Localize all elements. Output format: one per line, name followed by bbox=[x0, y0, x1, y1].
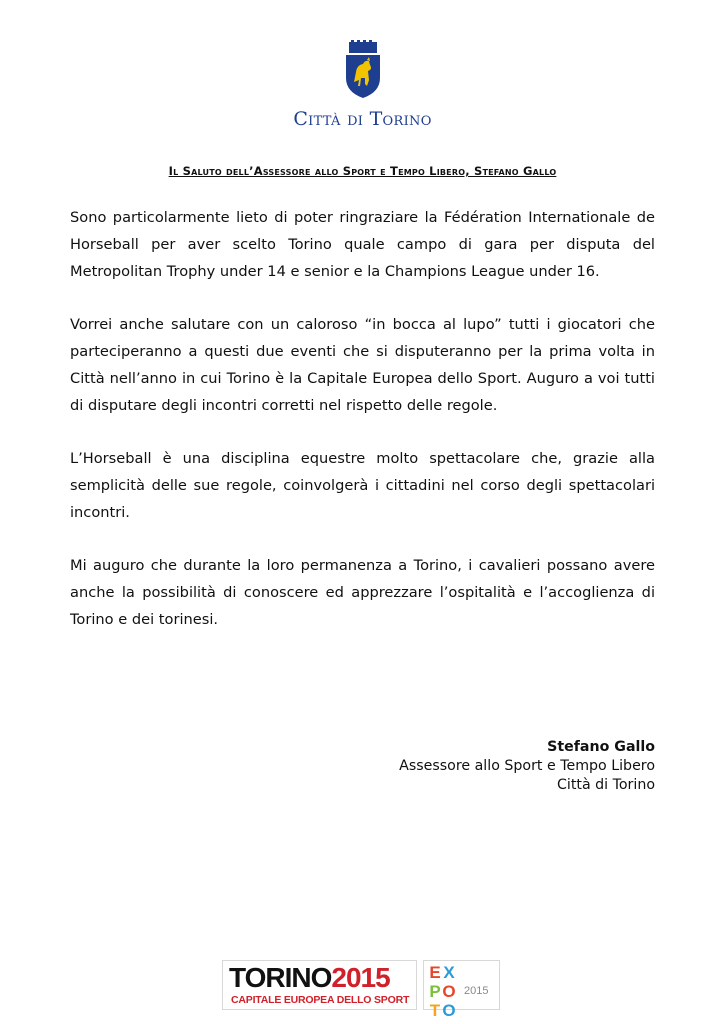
city-name: Città di Torino bbox=[293, 108, 432, 130]
expo-letter: O bbox=[442, 1001, 456, 1020]
paragraph: Vorrei anche salutare con un caloroso “in bocca al lupo” tutti i giocatori che parteciperanno a questi due eventi che si disputeranno per la prima volta in Città nell’anno in cui Torino è la Capitale Europea dello Sport. Auguro a voi tutti di disputare degli incontri corretti nel rispetto delle regole. bbox=[70, 316, 655, 414]
expo-letter: X bbox=[443, 963, 455, 982]
expo-letter: E bbox=[429, 963, 441, 982]
signatory-institution: Città di Torino bbox=[556, 777, 655, 793]
paragraph: L’Horseball è una disciplina equestre molto spettacolare che, grazie alla semplicità delle sue regole, coinvolgerà i cittadini nel corso degli spettacolari incontri. bbox=[70, 450, 655, 521]
city-crest-icon bbox=[343, 40, 383, 100]
torino-word: TORINO bbox=[229, 962, 332, 993]
torino-subtitle: CAPITALE EUROPEA DELLO SPORT bbox=[231, 994, 410, 1006]
signatory-name: Stefano Gallo bbox=[547, 739, 655, 755]
expo-year: 2015 bbox=[464, 985, 489, 997]
paragraph: Sono particolarmente lieto di poter ringraziare la Fédération Internationale de Horseball per aver scelto Torino quale campo di gara per disputa del Metropolitan Trophy under 14 e senior e la Champions League under 16. bbox=[70, 209, 655, 280]
expo-2015-logo bbox=[423, 960, 500, 1020]
expo-letter: O bbox=[442, 982, 456, 1001]
expo-letter: T bbox=[429, 1001, 441, 1020]
torino-year: 2015 bbox=[331, 962, 390, 993]
letter-body bbox=[70, 205, 655, 661]
city-logo bbox=[285, 40, 440, 135]
document-heading: Il Saluto dell’Assessore allo Sport e Tempo Libero, Stefano Gallo bbox=[168, 164, 557, 178]
torino-2015-logo bbox=[222, 960, 417, 1010]
signature-block bbox=[399, 738, 655, 795]
expo-letter: P bbox=[429, 982, 441, 1001]
paragraph: Mi auguro che durante la loro permanenza a Torino, i cavalieri possano avere anche la possibilità di conoscere ed apprezzare l’ospitalità e l’accoglienza di Torino e dei torinesi. bbox=[70, 557, 655, 628]
signatory-role: Assessore allo Sport e Tempo Libero bbox=[399, 758, 655, 774]
footer-logos bbox=[222, 960, 500, 1020]
